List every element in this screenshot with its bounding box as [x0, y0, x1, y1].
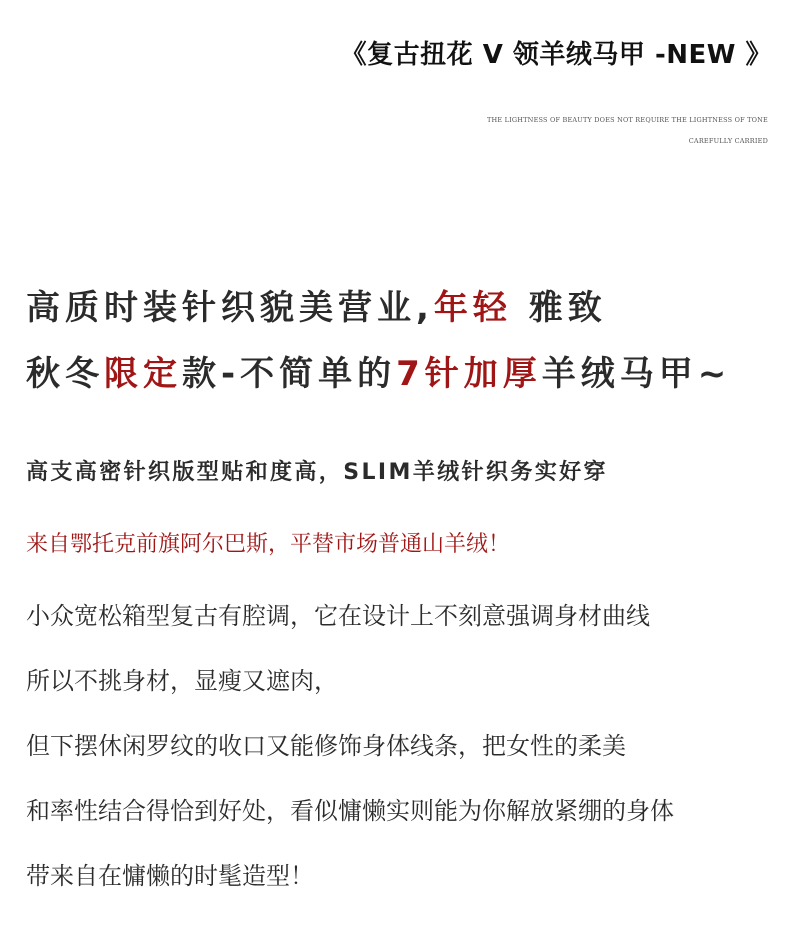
headline-1-text-end: 雅致 — [511, 288, 607, 328]
headline-1-text: 高质时装针织貌美营业, — [26, 288, 434, 328]
headline-2-highlight-a: 限定 — [104, 354, 182, 394]
headline-2-highlight-b: 7针加厚 — [396, 354, 542, 394]
body-line-1: 小众宽松箱型复古有腔调，它在设计上不刻意强调身材曲线 — [26, 602, 650, 630]
subheadline: 高支高密针织版型贴和度高，SLIM羊绒针织务实好穿 — [26, 460, 608, 485]
tagline-line-1: THE LIGHTNESS OF BEAUTY DOES NOT REQUIRE THE LIGHTNESS OF TONE — [486, 116, 768, 124]
headline-2-text-a: 秋冬 — [26, 354, 104, 394]
tagline-line-2: CAREFULLY CARRIED — [688, 137, 768, 145]
headline-2-text-c: 羊绒马甲~ — [541, 354, 732, 394]
headline-line-2 — [26, 346, 731, 395]
origin-note: 来自鄂托克前旗阿尔巴斯，平替市场普通山羊绒！ — [26, 532, 511, 557]
headline-2-text-b: 款-不简单的 — [182, 354, 397, 394]
body-line-5: 带来自在慵懒的时髦造型！ — [26, 862, 314, 890]
product-title: 《复古扭花 V 领羊绒马甲 -NEW 》 — [340, 40, 772, 70]
headline-1-highlight: 年轻 — [433, 288, 512, 328]
body-line-2: 所以不挑身材，显瘦又遮肉， — [26, 667, 338, 695]
body-line-3: 但下摆休闲罗纹的收口又能修饰身体线条，把女性的柔美 — [26, 732, 626, 760]
body-line-4: 和率性结合得恰到好处，看似慵懒实则能为你解放紧绷的身体 — [26, 797, 674, 825]
headline-line-1 — [26, 280, 607, 329]
